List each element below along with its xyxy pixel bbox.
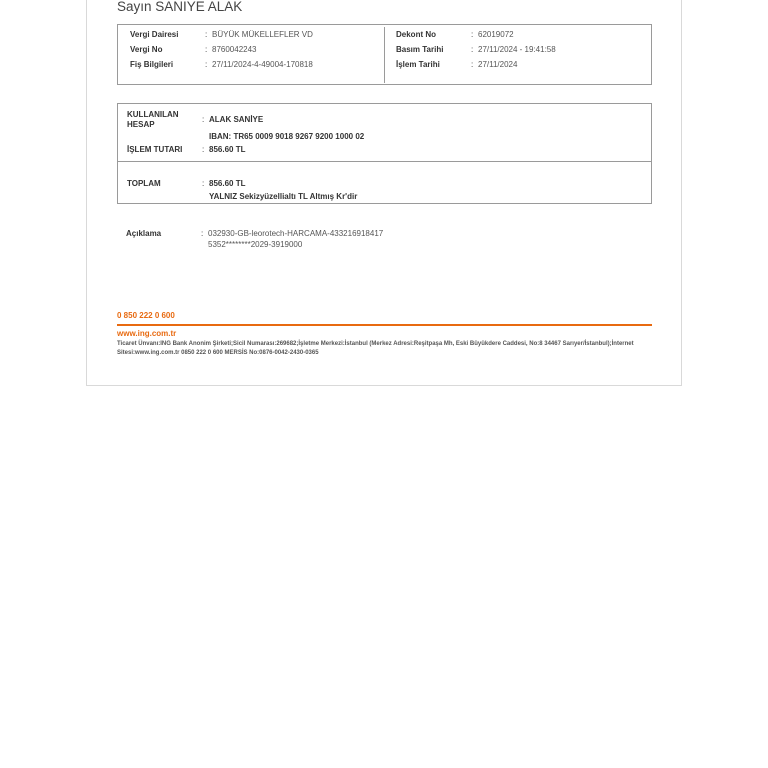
amount-label: İŞLEM TUTARI xyxy=(127,145,183,154)
description-line1: 032930-GB-leorotech-HARCAMA-433216918417 xyxy=(208,229,384,238)
description-label: Açıklama xyxy=(126,229,162,238)
customer-greeting: Sayın SANİYE ALAK xyxy=(117,0,243,14)
print-date-label: Basım Tarihi xyxy=(396,45,444,54)
total-divider xyxy=(118,161,651,162)
tax-number-value: 8760042243 xyxy=(212,45,257,54)
separator: : xyxy=(205,30,208,39)
separator: : xyxy=(471,45,474,54)
separator: : xyxy=(202,179,205,188)
separator: : xyxy=(202,115,205,124)
total-amount: 856.60 TL xyxy=(209,179,246,188)
amount-value: 856.60 TL xyxy=(209,145,246,154)
total-label: TOPLAM xyxy=(127,179,161,188)
separator: : xyxy=(205,60,208,69)
total-in-words: YALNIZ Sekizyüzellialtı TL Altmış Kr'dir xyxy=(209,192,358,201)
separator: : xyxy=(471,60,474,69)
receipt-page xyxy=(86,0,682,386)
separator: : xyxy=(202,145,205,154)
account-label-line1: KULLANILAN xyxy=(127,110,179,119)
separator: : xyxy=(205,45,208,54)
slip-number-value: 62019072 xyxy=(478,30,514,39)
separator: : xyxy=(471,30,474,39)
slip-number-label: Dekont No xyxy=(396,30,436,39)
print-date-value: 27/11/2024 - 19:41:58 xyxy=(478,45,556,54)
tax-office-value: BÜYÜK MÜKELLEFLER VD xyxy=(212,30,313,39)
account-holder: ALAK SANİYE xyxy=(209,115,264,124)
separator: : xyxy=(201,229,204,238)
contact-phone: 0 850 222 0 600 xyxy=(117,311,175,320)
website-link[interactable]: www.ing.com.tr xyxy=(117,329,177,338)
footer-divider xyxy=(117,324,652,326)
receipt-header-box xyxy=(117,24,652,85)
receipt-info-value: 27/11/2024-4-49004-170818 xyxy=(212,60,313,69)
account-label-line2: HESAP xyxy=(127,120,155,129)
iban-value: IBAN: TR65 0009 9018 9267 9200 1000 02 xyxy=(209,132,365,141)
header-divider xyxy=(384,27,385,83)
description-line2: 5352********2029-3919000 xyxy=(208,240,303,249)
tax-office-label: Vergi Dairesi xyxy=(130,30,179,39)
transaction-details-box xyxy=(117,103,652,204)
legal-info: Ticaret Ünvanı:ING Bank Anonim Şirketi;Sicil Numarası:269682;İşletme Merkezi:İstanbul (Merkez Adresi:Reşitpaşa Mh, Eski Büyükdere Caddesi, No:8 34467 Sarıyer/İstanbul);İnternet Sitesi:www.ing.com.tr 0850 222 0 600 MERSİS No:0876-0042-2430-0365 xyxy=(117,341,634,356)
transaction-date-value: 27/11/2024 xyxy=(478,60,518,69)
tax-number-label: Vergi No xyxy=(130,45,163,54)
transaction-date-label: İşlem Tarihi xyxy=(396,60,440,69)
receipt-info-label: Fiş Bilgileri xyxy=(130,60,174,69)
